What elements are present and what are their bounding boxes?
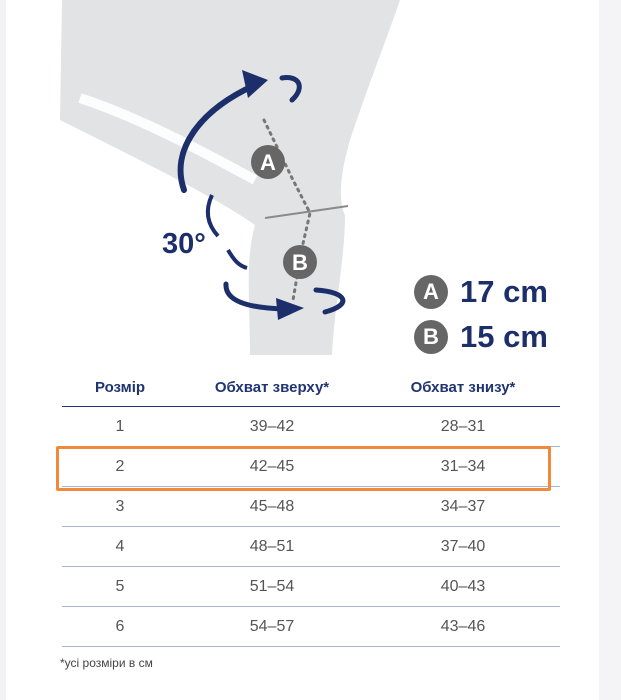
cell-size: 4 [62,527,178,567]
cell-top: 51–54 [178,567,366,607]
marker-b-text: B [292,250,308,275]
legend-a [414,272,574,312]
cell-size: 3 [62,487,178,527]
marker-a-text: A [260,150,276,175]
cell-size: 6 [62,607,178,647]
cell-size: 1 [62,407,178,447]
cell-bottom: 28–31 [366,407,560,447]
legend-a-value: 17 cm [460,274,548,309]
table-row [62,527,560,567]
legend-b-value: 15 cm [460,319,548,354]
cell-top: 42–45 [178,447,366,487]
angle-arc [208,195,218,236]
cell-top: 54–57 [178,607,366,647]
table-header-row [62,368,560,407]
cell-bottom: 40–43 [366,567,560,607]
legend-b [414,317,574,357]
table-row [62,607,560,647]
header-size: Розмір [62,368,178,407]
legend-a-marker: A [414,275,448,309]
legend-b-marker: B [414,320,448,354]
highlight-size-2 [56,446,551,491]
cell-bottom: 43–46 [366,607,560,647]
angle-label: 30° [162,228,206,260]
header-top-girth: Обхват зверху* [178,368,366,407]
table-row [62,567,560,607]
cell-top: 39–42 [178,407,366,447]
cell-top: 45–48 [178,487,366,527]
footnote: *усі розміри в см [60,656,153,670]
table-row [62,407,560,447]
cell-top: 48–51 [178,527,366,567]
cell-size: 5 [62,567,178,607]
cell-bottom: 34–37 [366,487,560,527]
cell-size: 2 [62,447,178,487]
table-row [62,487,560,527]
cell-bottom: 37–40 [366,527,560,567]
cell-bottom: 31–34 [366,447,560,487]
angle-arc-2 [228,250,247,268]
header-bottom-girth: Обхват знизу* [366,368,560,407]
leg-silhouette [60,0,400,355]
size-table [62,368,560,647]
